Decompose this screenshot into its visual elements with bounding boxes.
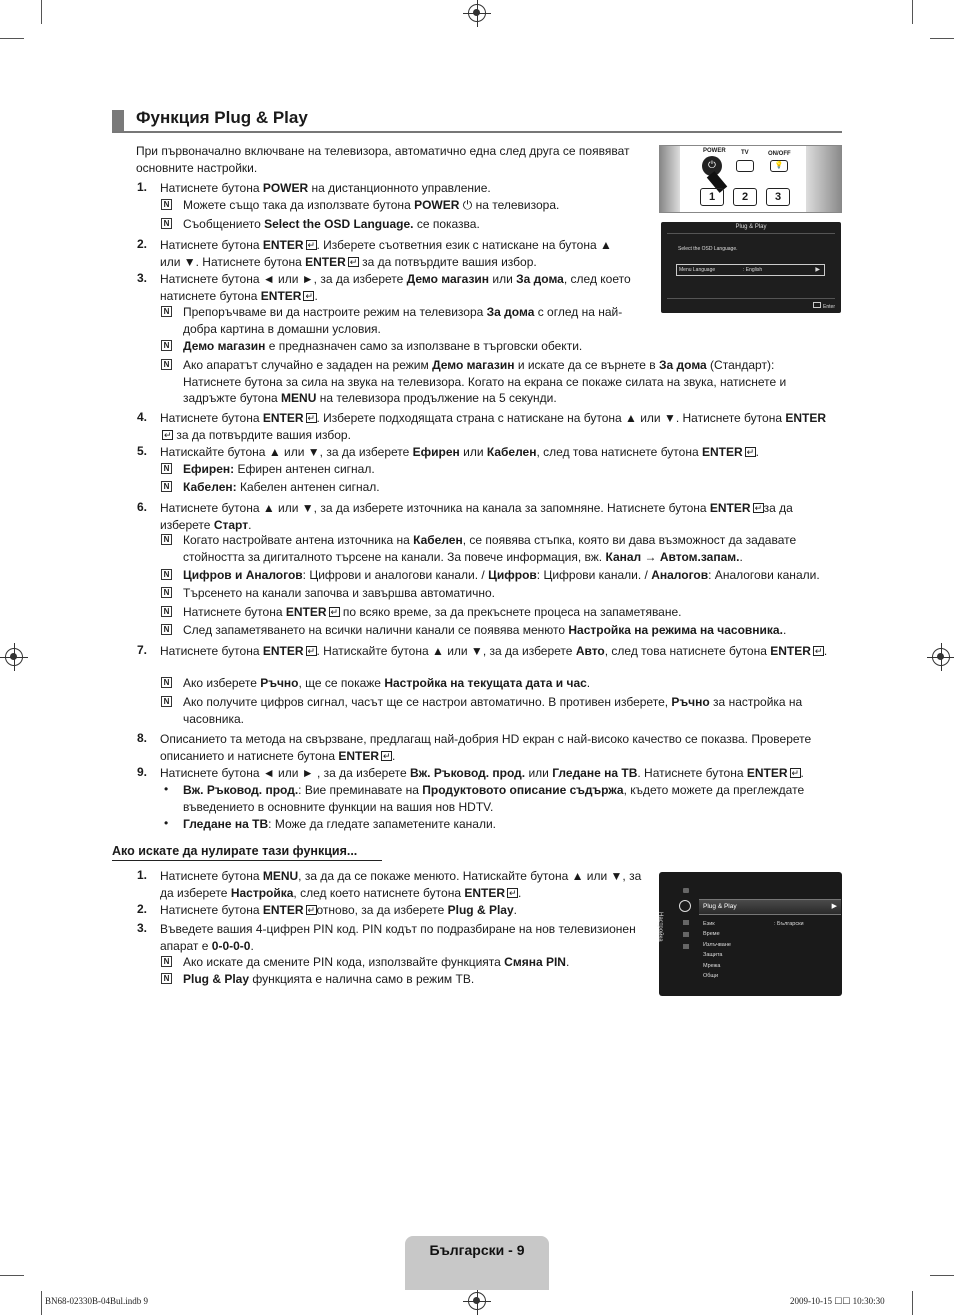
step-number: 8.	[137, 731, 148, 745]
step-text: Натиснете бутона ENTER↵ . Изберете подходящата страна с натискане на бутона ▲ или ▼. Натиснете бутона ENTER↵ за да потвърдите вашия избор.	[160, 410, 830, 443]
osd-menu-value: : Български	[774, 921, 804, 927]
step-number: 2.	[137, 237, 148, 251]
light-button-icon: 💡	[770, 160, 788, 172]
registration-mark-icon	[468, 1292, 486, 1310]
section-underline	[112, 860, 382, 861]
key-2: 2	[733, 188, 757, 206]
file-name: BN68-02330B-04Bul.indb 9	[45, 1296, 149, 1306]
note-icon: N	[161, 973, 172, 984]
note-text: Съобщението Select the OSD Language. се показва.	[183, 217, 480, 231]
note-text: Можете също така да използвате бутона POWER ⏻ на телевизора.	[183, 198, 560, 212]
osd-menu-item: Общи	[703, 973, 719, 979]
note-icon: N	[161, 481, 172, 492]
step-number: 2.	[137, 902, 148, 916]
note-text: Търсенето на канали започва и завършва автоматично.	[183, 586, 495, 600]
note-text: Препоръчваме ви да настроите режим на телевизора За дома с оглед на най-добра картина в домашни условия.	[183, 305, 623, 336]
step-text: Натиснете бутона ▲ или ▼, за да изберете източника на канала за запомняне. Натиснете бутона ENTER↵ за да изберете Старт.	[160, 500, 830, 533]
osd-menu-item: Излъчване	[703, 942, 731, 948]
note-text: Ефирен: Ефирен антенен сигнал.	[183, 462, 375, 476]
note-icon: N	[161, 534, 172, 545]
osd-enter-hint: Enter	[813, 302, 835, 310]
bullet-text: Гледане на ТВ: Може да гледате запаметените канали.	[183, 817, 496, 831]
note-icon: N	[161, 340, 172, 351]
note-icon: N	[161, 199, 172, 210]
note-icon: N	[161, 587, 172, 598]
step-text: Натиснете бутона MENU, за да да се покаже менюто. Натискайте бутона ▲ или ▼, за да изберете Настройка, след което натиснете бутона ENTER↵ .	[160, 868, 652, 901]
step-number: 6.	[137, 500, 148, 514]
note-icon: N	[161, 624, 172, 635]
gear-icon	[679, 900, 691, 912]
key-3: 3	[766, 188, 790, 206]
intro-text: При първоначално включване на телевизора, автоматично една след друга се появяват основните настройки.	[136, 144, 630, 175]
page-number-tab	[405, 1236, 549, 1290]
title-accent	[112, 110, 124, 132]
note-text: Демо магазин е предназначен само за използване в търговски обекти.	[183, 339, 583, 353]
onoff-label: ON/OFF	[768, 151, 791, 157]
osd-plug-play-screen	[661, 222, 841, 313]
step-number: 1.	[137, 180, 148, 194]
note-text: Ако искате да смените PIN кода, използвайте функцията Смяна PIN.	[183, 955, 570, 969]
print-date: 2009-10-15 ☐☐ 10:30:30	[790, 1296, 885, 1306]
note-text: Ако апаратът случайно е зададен на режим Демо магазин и искате да се върнете в За дома (Стандарт): Натиснете бутона за сила на звука на телевизора. Когато на екрана се покаже силата на звука, натиснете и задръжте бутона MENU на телевизора продължение на 5 секунди.	[183, 358, 787, 405]
step-text: Натиснете бутона ◄ или ►, за да изберете Демо магазин или За дома, след което натиснете бутона ENTER↵ .	[160, 271, 650, 304]
note-icon: N	[161, 359, 172, 370]
step-text: Натиснете бутона ENTER↵ отново, за да изберете Plug & Play.	[160, 902, 652, 919]
step-text: Натиснете бутона ◄ или ► , за да изберете Вж. Ръковод. прод. или Гледане на ТВ. Натиснете бутона ENTER↵ .	[160, 765, 830, 782]
arrow-right-icon: ▶	[815, 267, 820, 273]
picture-icon	[683, 888, 689, 893]
registration-mark-icon	[932, 648, 950, 666]
step-text: Натиснете бутона ENTER↵ . Изберете съответния език с натискане на бутона ▲ или ▼. Натиснете бутона ENTER↵ за да потвърдите вашия избор.	[160, 237, 620, 270]
osd-title: Plug & Play	[735, 224, 767, 230]
osd-setup-menu	[659, 872, 842, 996]
input-icon	[683, 932, 689, 937]
note-text: След запаметяването на всички налични канали се появява менюто Настройка на режима на часовника..	[183, 623, 787, 637]
note-icon: N	[161, 956, 172, 967]
power-label: POWER	[703, 148, 726, 154]
note-icon: N	[161, 696, 172, 707]
note-text: Ако изберете Ръчно, ще се покаже Настройка на текущата дата и час.	[183, 676, 591, 690]
note-text: Кабелен: Кабелен антенен сигнал.	[183, 480, 380, 494]
step-number: 3.	[137, 271, 148, 285]
page-title: Функция Plug & Play	[136, 108, 308, 127]
step-text: Натиснете бутона ENTER↵ . Натискайте бутона ▲ или ▼, за да изберете Авто, след това натиснете бутона ENTER↵ .	[160, 643, 830, 660]
step-number: 5.	[137, 444, 148, 458]
key-1: 1	[700, 188, 724, 206]
step-text: Натиснете бутона POWER на дистанционното управление.	[160, 181, 491, 195]
osd-prompt: Select the OSD Language.	[678, 246, 738, 252]
bullet-icon: •	[164, 782, 169, 796]
arrow-right-icon: ▶	[831, 903, 837, 910]
power-button-icon: ⏻	[702, 156, 722, 176]
note-text: Натиснете бутона ENTER↵ по всяко време, за да прекъснете процеса на запаметяване.	[183, 604, 823, 621]
step-number: 3.	[137, 921, 148, 935]
note-icon: N	[161, 606, 172, 617]
page-number: Български - 9	[429, 1242, 525, 1258]
note-icon: N	[161, 218, 172, 229]
osd-row-label: Menu Language	[679, 267, 716, 273]
note-text: Цифров и Аналогов: Цифрови и аналогови канали. / Цифров: Цифрови канали. / Аналогов: Аналогови канали.	[183, 568, 820, 582]
note-icon: N	[161, 569, 172, 580]
step-text: Въведете вашия 4-цифрен PIN код. PIN кодът по подразбиране на нов телевизионен апарат е 0-0-0-0.	[160, 922, 636, 953]
note-text: Plug & Play функцията е налична само в режим ТВ.	[183, 972, 475, 986]
note-icon: N	[161, 463, 172, 474]
osd-selected-row	[699, 899, 841, 915]
registration-mark-icon	[5, 648, 23, 666]
bullet-icon: •	[164, 816, 169, 830]
osd-menu-item: Мрежа	[703, 963, 721, 969]
step-number: 9.	[137, 765, 148, 779]
note-icon: N	[161, 677, 172, 688]
channel-icon	[683, 920, 689, 925]
step-number: 4.	[137, 410, 148, 424]
bullet-text: Вж. Ръковод. прод.: Вие преминавате на Продуктовото описание съдържа, където можете да преглеждате въведението в основните функции на вашия нов HDTV.	[183, 783, 805, 814]
osd-row-value: : English	[743, 267, 763, 273]
enter-icon	[813, 302, 821, 308]
note-text: Когато настройвате антена източника на Кабелен, се появява стъпка, която ви дава възможност да задавате стойността за дигиталното търсене на канали. За повече информация, вж. Канал → Автом.запам..	[183, 533, 797, 564]
osd-side-label: Настройка	[657, 912, 663, 942]
registration-mark-icon	[468, 4, 486, 22]
osd-menu-item: Време	[703, 931, 720, 937]
osd-selected-label: Plug & Play	[703, 903, 737, 910]
note-text: Ако получите цифров сигнал, часът ще се настрои автоматично. В противен изберете, Ръчно за настройка на часовника.	[183, 695, 803, 726]
osd-menu-item: Защита	[703, 952, 723, 958]
remote-illustration	[659, 145, 842, 213]
osd-menu-item: Език	[703, 921, 715, 927]
step-number: 1.	[137, 868, 148, 882]
section-heading: Ако искате да нулирате тази функция...	[112, 844, 358, 858]
tv-button-icon	[736, 160, 754, 172]
osd-language-row	[676, 264, 825, 276]
tv-label: TV	[741, 150, 749, 156]
title-underline	[112, 131, 842, 133]
support-icon	[683, 944, 689, 949]
step-text: Натискайте бутона ▲ или ▼, за да изберете Ефирен или Кабелен, след това натиснете бутона ENTER↵ .	[160, 444, 830, 461]
step-number: 7.	[137, 643, 148, 657]
step-text: Описанието та метода на свързване, предлагащ най-добрия HD екран с най-високо качество се показва. Проверете описанието и натиснете бутона ENTER↵ .	[160, 731, 830, 764]
note-icon: N	[161, 306, 172, 317]
